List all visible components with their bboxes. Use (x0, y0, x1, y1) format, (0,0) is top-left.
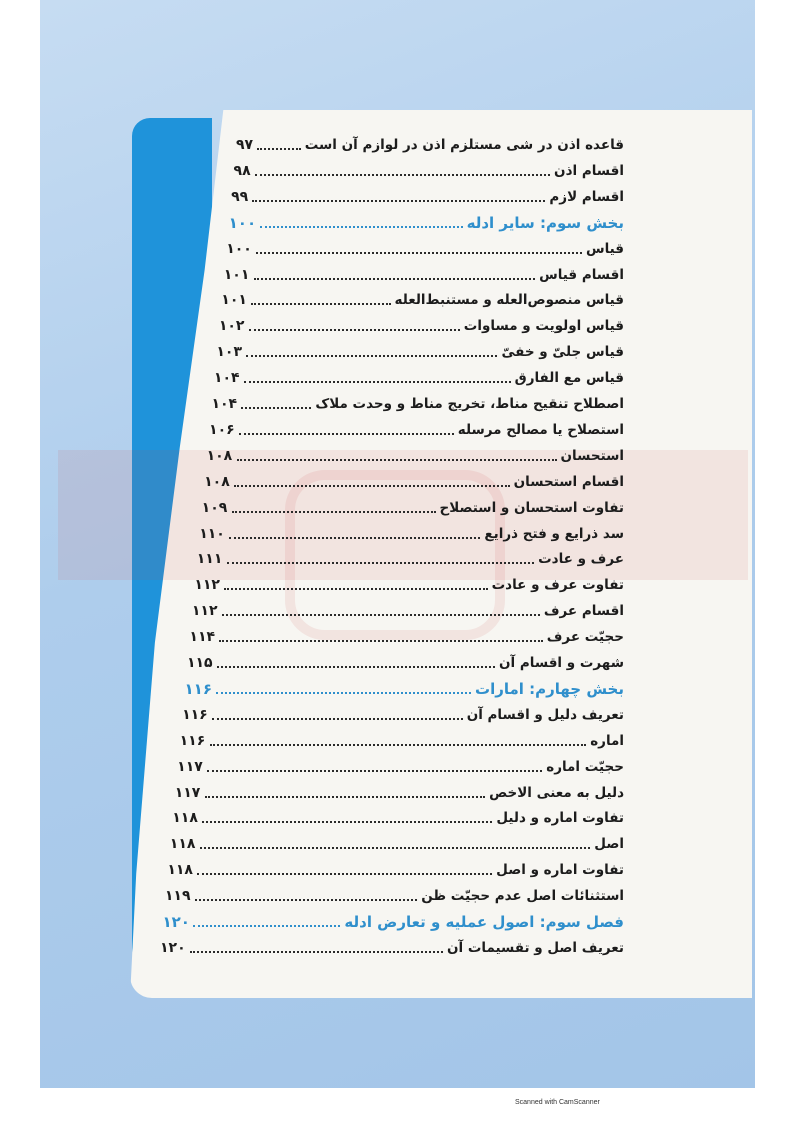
toc-section-heading (130, 909, 752, 935)
toc-entry (130, 883, 752, 909)
toc-entry (130, 598, 752, 624)
toc-page-number: ۱۱۲ (194, 577, 220, 594)
toc-leader-dots (229, 537, 480, 539)
toc-entry-title: فصل سوم: اصول عملیه و تعارض ادله (344, 913, 624, 931)
toc-page-number: ۱۱۹ (164, 888, 191, 905)
toc-leader-dots (227, 562, 534, 564)
toc-page-number: ۱۱۷ (174, 784, 201, 801)
toc-leader-dots (251, 303, 391, 305)
toc-leader-dots (249, 329, 460, 331)
toc-page-number: ۱۰۴ (213, 370, 240, 387)
toc-entry (130, 495, 752, 521)
toc-leader-dots (210, 744, 586, 746)
toc-entry-title: قیاس منصوص‌العله و مستنبط‌العله (394, 292, 624, 309)
toc-leader-dots (212, 718, 463, 720)
toc-entry (130, 572, 752, 598)
toc-leader-dots (254, 278, 535, 280)
toc-page-number: ۱۰۳ (216, 344, 243, 361)
toc-entry-title: تفاوت اماره و دلیل (496, 810, 624, 827)
toc-entry (130, 287, 752, 313)
toc-entry-title: اماره (590, 732, 624, 749)
toc-leader-dots (216, 692, 471, 694)
toc-entry (130, 857, 752, 883)
toc-page-number: ۹۹ (231, 188, 249, 205)
toc-page-number: ۱۲۰ (162, 913, 190, 931)
toc-page-number: ۱۰۶ (209, 421, 235, 438)
toc-entry-title: اقسام لازم (549, 188, 624, 205)
toc-entry-title: بخش چهارم: امارات (475, 679, 624, 698)
toc-page-number: ۱۱۸ (167, 862, 193, 879)
toc-entry (130, 365, 752, 391)
toc-leader-dots (190, 951, 443, 953)
toc-section-heading (130, 210, 752, 236)
toc-entry-title: بخش سوم: سایر ادله (466, 213, 624, 232)
toc-entry-title: اقسام استحسان (513, 473, 624, 490)
toc-leader-dots (239, 433, 454, 435)
toc-leader-dots (200, 847, 590, 849)
toc-page-number: ۱۱۸ (172, 810, 198, 827)
toc-page-number: ۱۱۸ (169, 836, 196, 853)
toc-leader-dots (257, 148, 301, 150)
toc-entry (130, 780, 752, 806)
toc-entry (130, 754, 752, 780)
toc-leader-dots (197, 873, 492, 875)
toc-page-number: ۱۰۰ (228, 213, 257, 232)
toc-entry (130, 158, 752, 184)
toc-page-number: ۱۱۵ (186, 655, 213, 671)
toc-entry-title: قیاس اولویت و مساوات (463, 318, 624, 335)
toc-entry (130, 521, 752, 547)
toc-page-number: ۱۰۹ (201, 499, 228, 516)
toc-page-number: ۱۱۶ (184, 679, 212, 698)
toc-entry (130, 728, 752, 754)
toc-entry (130, 132, 752, 158)
toc-page-number: ۱۱۶ (179, 732, 206, 749)
toc-leader-dots (246, 355, 497, 357)
toc-entry-title: تعریف اصل و تقسیمات آن (446, 939, 624, 956)
toc-entry-title: قاعده اذن در شی مستلزم اذن در لوازم آن است (304, 137, 624, 153)
toc-entry (130, 702, 752, 728)
toc-leader-dots (217, 666, 495, 668)
toc-page-number: ۱۱۰ (199, 525, 225, 542)
toc-page-number: ۱۱۲ (191, 603, 218, 620)
toc-page-number: ۱۰۲ (218, 318, 245, 335)
toc-entry-title: تعریف دلیل و اقسام آن (466, 706, 624, 723)
toc-page-number: ۱۰۸ (204, 473, 230, 490)
toc-leader-dots (195, 899, 417, 901)
toc-page-number: ۱۱۱ (196, 551, 223, 568)
toc-entry-title: تفاوت استحسان و استصلاح (439, 499, 624, 516)
toc-page-number: ۱۱۶ (182, 706, 208, 723)
toc-leader-dots (244, 381, 511, 383)
toc-entry-title: دلیل به معنی الاخص (489, 784, 624, 801)
toc-entry-title: اقسام عرف (543, 603, 624, 620)
toc-entry-title: قیاس جلیّ و خفیّ (501, 344, 624, 361)
toc-entry-title: عرف و عادت (538, 551, 624, 568)
toc-entry (130, 236, 752, 262)
toc-entry (130, 339, 752, 365)
toc-entry-title: استثنائات اصل عدم حجیّت ظن (421, 888, 624, 905)
toc-page-number: ۱۰۴ (211, 396, 238, 412)
toc-entry (130, 417, 752, 443)
toc-leader-dots (202, 821, 492, 823)
toc-page-number: ۱۲۰ (160, 939, 186, 956)
toc-leader-dots (222, 614, 540, 616)
toc-leader-dots (232, 511, 436, 513)
toc-entry-title: تفاوت اماره و اصل (496, 862, 624, 879)
toc-leader-dots (193, 925, 340, 927)
toc-entry (130, 650, 752, 676)
toc-entry (130, 624, 752, 650)
toc-entry-title: اصطلاح تنقیح مناط، تخریج مناط و وحدت ملاک (315, 396, 624, 412)
toc-entry-title: اصل (594, 836, 624, 853)
toc-page-number: ۹۸ (233, 162, 251, 179)
toc-entry (130, 546, 752, 572)
toc-entry (130, 262, 752, 288)
toc-leader-dots (255, 174, 550, 176)
toc-entry-title: شهرت و اقسام آن (499, 655, 624, 671)
toc-leader-dots (207, 770, 542, 772)
toc-entry-title: تفاوت عرف و عادت (491, 577, 624, 594)
toc-leader-dots (260, 226, 463, 228)
toc-entry-title: سد ذرایع و فتح ذرایع (484, 525, 624, 542)
toc-entry-title: استحسان (560, 447, 624, 464)
toc-page-number: ۹۷ (236, 137, 254, 153)
toc-leader-dots (224, 588, 488, 590)
toc-page-number: ۱۱۷ (177, 758, 203, 775)
toc-leader-dots (237, 459, 557, 461)
toc-entry (130, 469, 752, 495)
toc-section-heading (130, 676, 752, 702)
toc-entry-title: حجیّت اماره (546, 758, 624, 775)
toc-leader-dots (219, 640, 543, 642)
toc-entry (130, 313, 752, 339)
toc-entry (130, 805, 752, 831)
toc-leader-dots (205, 796, 485, 798)
toc-leader-dots (252, 200, 545, 202)
toc-entry (130, 831, 752, 857)
toc-page-number: ۱۱۴ (189, 629, 216, 646)
toc-entry (130, 443, 752, 469)
toc-page-number: ۱۰۱ (223, 266, 250, 283)
toc-entry-title: حجیّت عرف (546, 629, 624, 646)
toc-leader-dots (234, 485, 510, 487)
toc-entry-title: اقسام قیاس (539, 266, 624, 283)
toc-leader-dots (241, 407, 311, 409)
toc-entry-title: اقسام اذن (554, 162, 624, 179)
toc-page-number: ۱۰۸ (206, 447, 233, 464)
toc-entry-title: قیاس مع الفارق (514, 370, 624, 387)
toc-entry (130, 935, 752, 961)
toc-page-number: ۱۰۱ (221, 292, 247, 309)
toc-entry (130, 391, 752, 417)
toc-entry (130, 184, 752, 210)
toc-entry-title: قیاس (585, 240, 624, 257)
scanner-footer: Scanned with CamScanner (515, 1099, 600, 1106)
toc-leader-dots (256, 252, 582, 254)
toc-page-number: ۱۰۰ (226, 240, 252, 257)
table-of-contents (130, 110, 752, 998)
toc-entry-title: استصلاح یا مصالح مرسله (457, 421, 624, 438)
